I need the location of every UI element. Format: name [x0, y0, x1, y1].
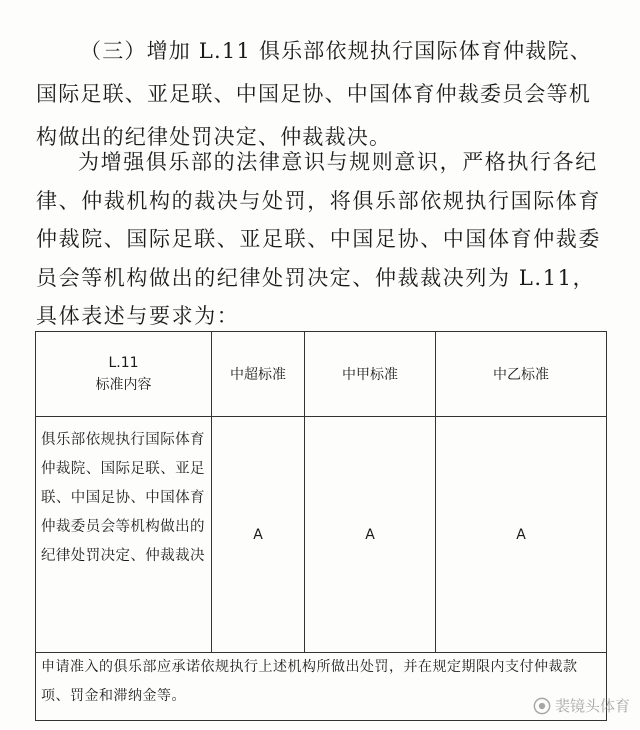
header-league-two-standard: 中乙标准 — [493, 367, 549, 383]
watermark-text: 裴镜头体育 — [554, 697, 630, 715]
league-one-grade: A — [365, 526, 375, 543]
league-two-grade: A — [516, 526, 526, 543]
header-content-cell — [36, 332, 211, 416]
sports-media-logo-icon — [533, 697, 551, 715]
header-label: 标准内容 — [95, 377, 152, 393]
header-league-one-standard: 中甲标准 — [342, 367, 398, 383]
section-paragraph: 为增强俱乐部的法律意识与规则意识，严格执行各纪律、仲裁机构的裁决与处罚，将俱乐部依规执行国际体育仲裁院、国际足联、亚足联、中国足协、中国体育仲裁委员会等机构做出的纪律处罚决定、仲裁裁决列为 L.11，具体表述与要求为： — [36, 150, 601, 328]
section-heading: （三）增加 L.11 俱乐部依规执行国际体育仲裁院、国际足联、亚足联、中国足协、中国体育仲裁委员会等机构做出的纪律处罚决定、仲裁裁决。 — [36, 39, 592, 149]
csl-grade: A — [253, 526, 263, 543]
watermark — [533, 695, 630, 716]
header-code: L.11 — [108, 355, 139, 371]
header-csl-standard: 中超标准 — [230, 367, 286, 383]
table-note: 申请准入的俱乐部应承诺依规执行上述机构所做出处罚，并在规定期限内支付仲裁款项、罚金和滞纳金等。 — [41, 659, 578, 704]
row-content-text: 俱乐部依规执行国际体育仲裁院、国际足联、亚足联、中国足协、中国体育仲裁委员会等机构做出的纪律处罚决定、仲裁裁决 — [41, 432, 205, 564]
